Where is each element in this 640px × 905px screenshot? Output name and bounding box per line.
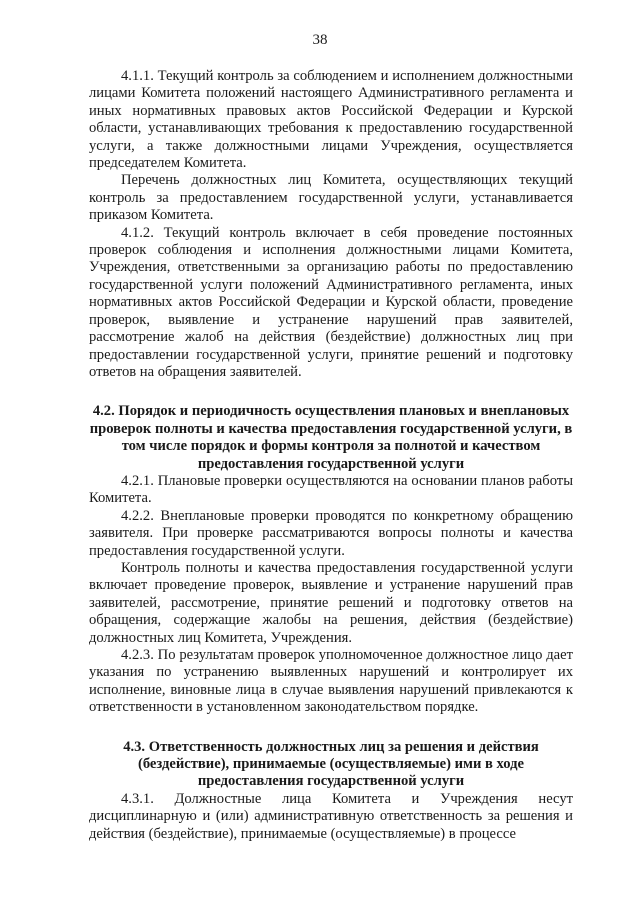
- section-heading-4-2: 4.2. Порядок и периодичность осуществления плановых и внеплановых проверок полноты и качества предоставления государственной услуги, в том числе порядок и формы контроля за полнотой и качеством предоставления государственной услуги: [89, 403, 573, 472]
- document-body: [89, 68, 573, 843]
- paragraph-4-2-3: 4.2.3. По результатам проверок уполномоченное должностное лицо дает указания по устранению выявленных нарушений и контролирует их исполнение, виновные лица в случае выявления нарушений привлекаются к ответственности в установленном законодательством порядке.: [89, 647, 573, 716]
- paragraph-officials-list: Перечень должностных лиц Комитета, осуществляющих текущий контроль за предоставлением государственной услуги, устанавливается приказом Комитета.: [89, 172, 573, 224]
- paragraph-4-1-1: 4.1.1. Текущий контроль за соблюдением и исполнением должностными лицами Комитета положений настоящего Административного регламента и иных нормативных правовых актов Российской Федерации и Курской области, устанавливающих требования к предоставлению государственной услуги, а также должностными лицами Учреждения, осуществляется председателем Комитета.: [89, 68, 573, 172]
- paragraph-4-2-1: 4.2.1. Плановые проверки осуществляются на основании планов работы Комитета.: [89, 472, 573, 507]
- section-heading-4-3: 4.3. Ответственность должностных лиц за решения и действия (бездействие), принимаемые (осуществляемые) ими в ходе предоставления государственной услуги: [123, 738, 539, 790]
- paragraph-4-1-2: 4.1.2. Текущий контроль включает в себя проведение постоянных проверок соблюдения и исполнения должностными лицами Комитета, Учреждения, ответственными за организацию работы по предоставлению государственной услуги положений Административного регламента, иных нормативных актов Российской Федерации и Курской области, проведение проверок, выявление и устранение нарушений прав заявителей, рассмотрение жалоб на действия (бездействие) должностных лиц при предоставлении государственной услуги, принятие решений и подготовку ответов на обращения заявителей.: [89, 224, 573, 380]
- paragraph-4-2-2: 4.2.2. Внеплановые проверки проводятся по конкретному обращению заявителя. При проверке рассматриваются вопросы полноты и качества предоставления государственной услуги.: [89, 507, 573, 559]
- page-number: 38: [312, 32, 328, 48]
- paragraph-4-3-1: 4.3.1. Должностные лица Комитета и Учреждения несут дисциплинарную и (или) административную ответственность за решения и действия (бездействие), принимаемые (осуществляемые) в процессе: [89, 790, 573, 842]
- paragraph-control: Контроль полноты и качества предоставления государственной услуги включает проведение проверок, выявление и устранение нарушений прав заявителей, рассмотрение, принятие решений и подготовку ответов на обращения, содержащие жалобы на решения, действия (бездействие) должностных лиц Комитета, Учреждения.: [89, 559, 573, 646]
